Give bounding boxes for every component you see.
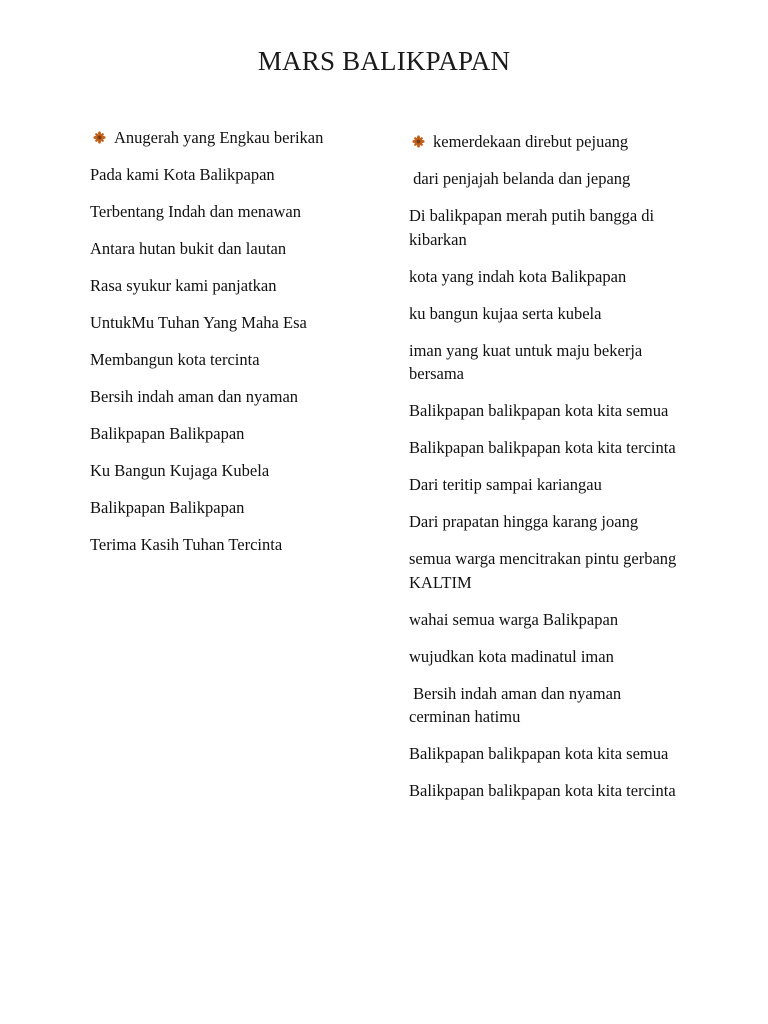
lyric-line: wujudkan kota madinatul iman — [409, 646, 614, 666]
page-title: MARS BALIKPAPAN — [257, 46, 511, 76]
lyric-line: UntukMu Tuhan Yang Maha Esa — [90, 313, 307, 332]
lyric-line: Membangun kota tercinta — [90, 350, 260, 369]
lyric-line: dari penjajah belanda dan jepang — [409, 169, 631, 188]
lyric-line: Balikpapan balikpapan kota kita semua — [409, 744, 669, 763]
lyric-line: ku bangun kujaa serta kubela — [409, 303, 602, 323]
lyric-line: Terbentang Indah dan menawan — [90, 202, 301, 221]
lyric-line: Balikpapan balikpapan kota kita tercinta — [409, 438, 676, 457]
right-lyrics-column — [409, 130, 684, 816]
flower-bullet-icon — [412, 135, 425, 148]
lyric-line: Bersih indah aman dan nyaman cerminan hatimu — [409, 683, 626, 726]
lyric-line: wahai semua warga Balikpapan — [409, 609, 619, 629]
lyric-line: kota yang indah kota Balikpapan — [409, 266, 627, 286]
right-first-line — [409, 130, 684, 154]
lyric-line: Dari teritip sampai kariangau — [409, 475, 602, 494]
lyric-line: semua warga mencitrakan pintu gerbang KALTIM — [409, 549, 677, 592]
lyric-line: Balikpapan Balikpapan — [90, 498, 245, 517]
lyric-line: Antara hutan bukit dan lautan — [90, 239, 287, 258]
lyric-line: Balikpapan balikpapan kota kita tercinta — [409, 781, 676, 800]
lyric-line: Balikpapan Balikpapan — [90, 424, 245, 443]
flower-bullet-icon — [93, 131, 106, 144]
lyric-line: Di balikpapan merah putih bangga di kibarkan — [409, 206, 655, 249]
left-lyrics-column — [90, 126, 390, 570]
lyric-line: Pada kami Kota Balikpapan — [90, 165, 275, 184]
lyric-line: Ku Bangun Kujaga Kubela — [90, 461, 270, 480]
lyric-line: Rasa syukur kami panjatkan — [90, 276, 277, 295]
left-first-line — [90, 126, 390, 150]
lyric-line: Balikpapan balikpapan kota kita semua — [409, 401, 669, 420]
lyric-line: Terima Kasih Tuhan Tercinta — [90, 535, 283, 554]
lyric-line: iman yang kuat untuk maju bekerja bersama — [409, 340, 643, 383]
lyric-line: Dari prapatan hingga karang joang — [409, 512, 639, 531]
lyric-line: kemerdekaan direbut pejuang — [433, 132, 629, 151]
lyric-line: Bersih indah aman dan nyaman — [90, 387, 299, 406]
lyric-line: Anugerah yang Engkau berikan — [114, 128, 324, 147]
